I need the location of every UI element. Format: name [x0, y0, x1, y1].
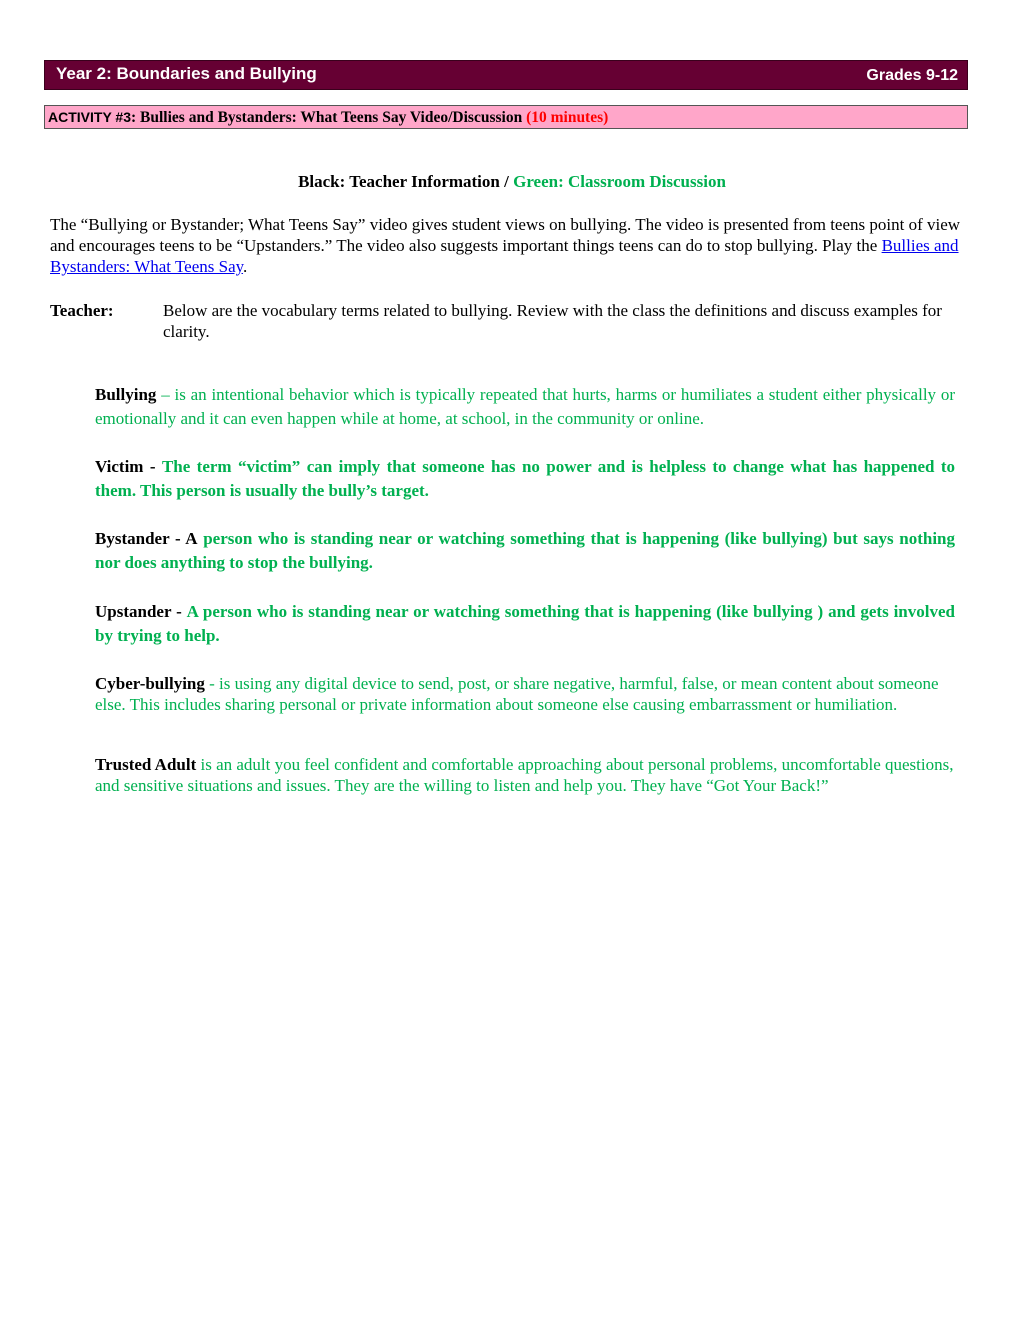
definition-victim-text: The term “victim” can imply that someone has no power and is helpless to change what has happened to them. This person is usually the bully’s target. — [95, 457, 956, 500]
header-bar — [44, 60, 968, 90]
definition-trusted-adult — [95, 754, 975, 796]
activity-title: : Bullies and Bystanders: What Teens Say Video/Discussion — [131, 109, 523, 126]
teacher-instructions — [50, 300, 985, 342]
term-bystander: Bystander - A — [95, 529, 198, 548]
intro-paragraph — [50, 214, 985, 277]
definition-bullying — [95, 383, 955, 431]
color-legend — [0, 172, 1024, 192]
activity-label: ACTIVITY #3 — [48, 109, 131, 125]
intro-text-end: . — [243, 257, 248, 276]
term-cyberbullying: Cyber-bullying — [95, 674, 205, 693]
header-grades: Grades 9-12 — [866, 67, 958, 84]
term-upstander: Upstander - — [95, 602, 182, 621]
definition-trusted-adult-text: is an adult you feel confident and comfortable approaching about personal problems, uncomfortable questions, and sensitive situations and issues. They are the willing to listen and help you. They have “Got Your Back!” — [95, 755, 954, 795]
definition-bystander — [95, 527, 955, 575]
definition-cyberbullying — [95, 673, 955, 715]
legend-black: Black: Teacher Information / — [298, 172, 509, 191]
legend-green: Green: Classroom Discussion — [513, 172, 726, 191]
definition-bullying-text: – is an intentional behavior which is typically repeated that hurts, harms or humiliates a student either physically or emotionally and it can even happen while at home, at school, in the community or online. — [95, 385, 955, 428]
definition-upstander-text: A person who is standing near or watching something that is happening (like bullying ) and gets involved by trying to help. — [95, 602, 955, 645]
term-victim: Victim - — [95, 457, 156, 476]
term-bullying: Bullying — [95, 385, 157, 404]
intro-text: The “Bullying or Bystander; What Teens Say” video gives student views on bullying. The video is presented from teens point of view and encourages teens to be “Upstanders.” The video also suggests important things teens can do to stop bullying. Play the — [50, 215, 961, 255]
definition-cyberbullying-text: - is using any digital device to send, post, or share negative, harmful, false, or mean content about someone else. This includes sharing personal or private information about someone else causing embarrassment or humiliation. — [95, 674, 939, 714]
teacher-text: Below are the vocabulary terms related to bullying. Review with the class the definitions and discuss examples for clarity. — [163, 301, 942, 341]
term-trusted-adult: Trusted Adult — [95, 755, 197, 774]
header-title: Year 2: Boundaries and Bullying — [56, 64, 317, 83]
video-link[interactable]: Bullies and Bystanders: What Teens Say — [50, 236, 959, 276]
activity-bar — [44, 105, 968, 129]
activity-duration: (10 minutes) — [526, 109, 609, 126]
definition-bystander-text: person who is standing near or watching something that is happening (like bullying) but says nothing nor does anything to stop the bullying. — [95, 529, 955, 572]
teacher-label: Teacher: — [50, 301, 114, 320]
definition-victim — [95, 455, 955, 503]
definition-upstander — [95, 600, 955, 648]
